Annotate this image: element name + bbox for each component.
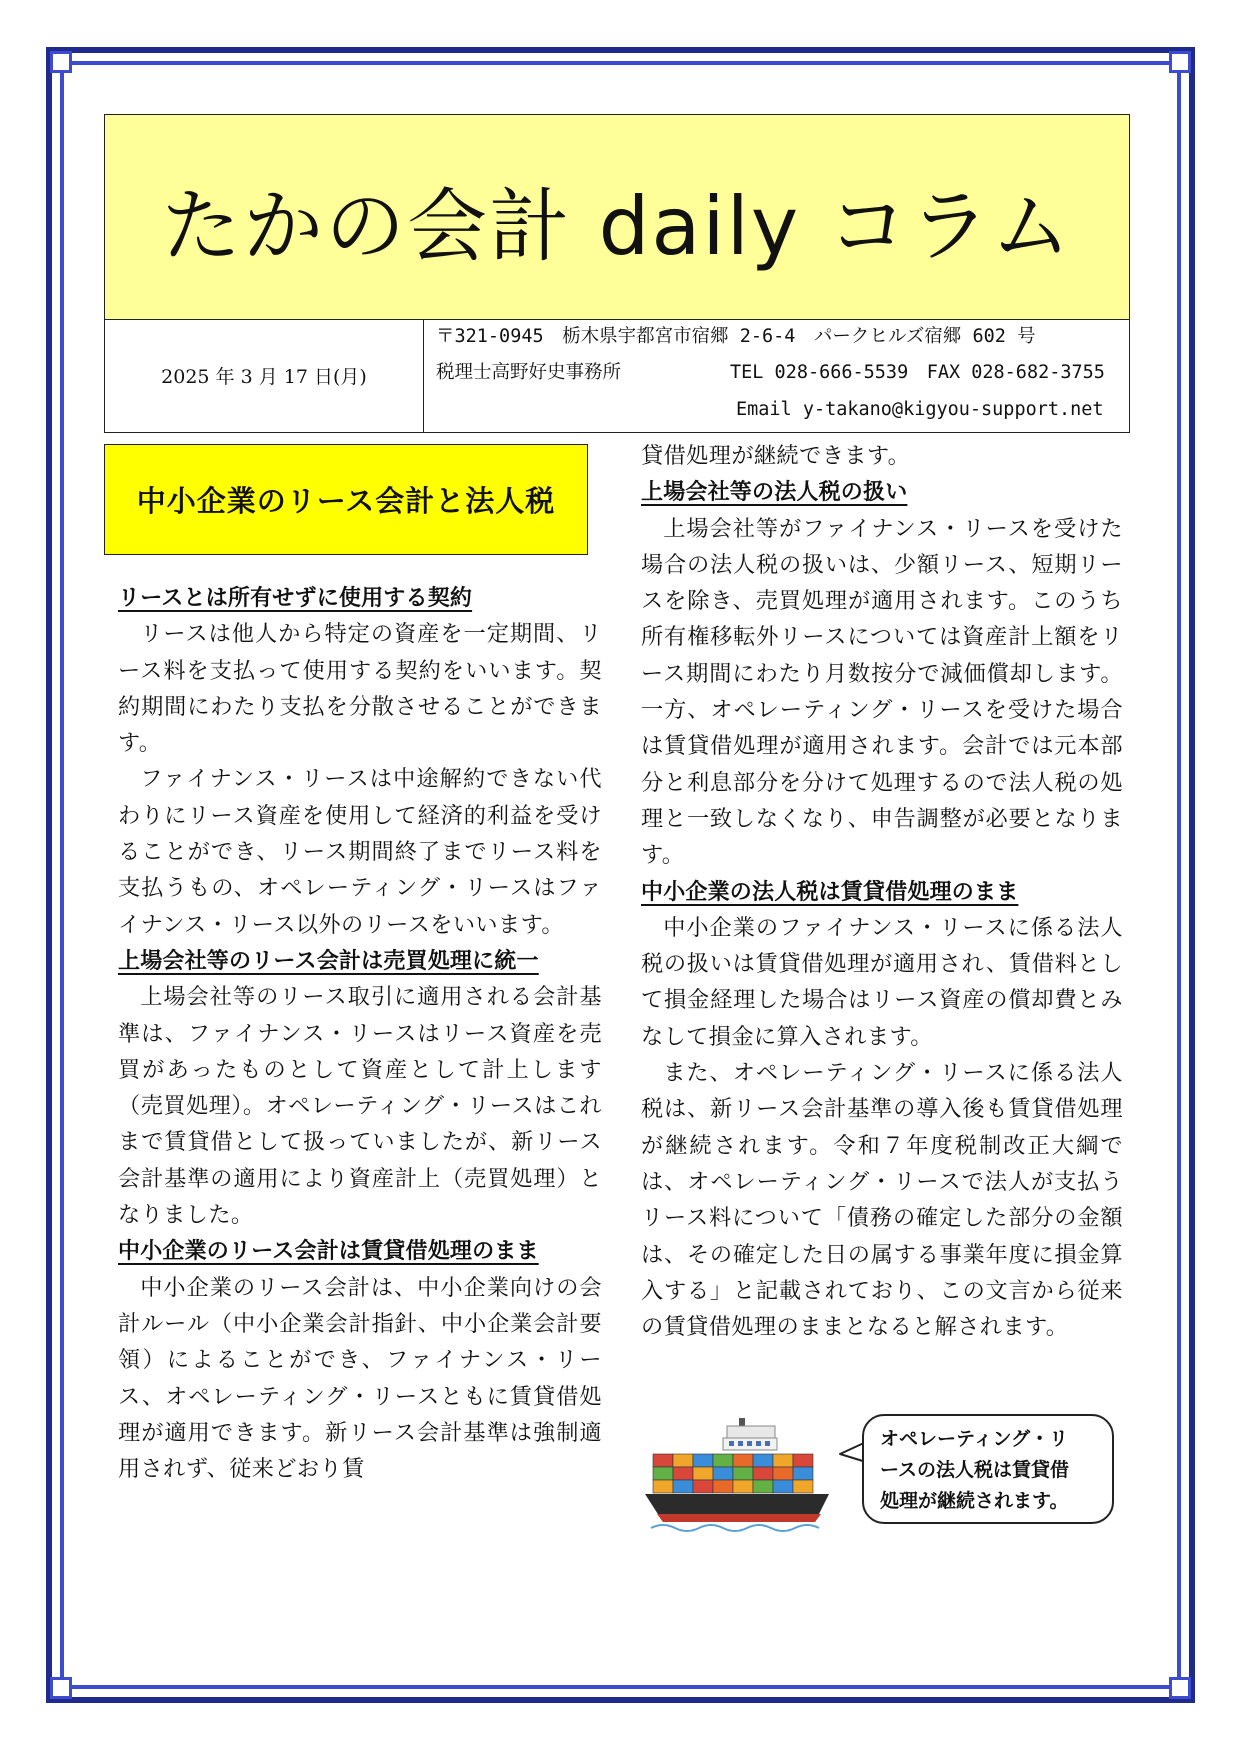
- callout-bubble: [862, 1414, 1114, 1524]
- container-ship-illustration-icon: [643, 1418, 835, 1536]
- email-link[interactable]: Email y-takano@kigyou-support.net: [736, 399, 1104, 420]
- paragraph: また、オペレーティング・リースに係る法人税は、新リース会計基準の導入後も賃貸借処理が継続されます。令和７年度税制改正大綱では、オペレーティング・リースで法人が支払うリース料について「債務の確定した部分の金額は、その確定した日の属する事業年度に損金算入する」と記載されており、この文言から従来の賃貸借処理のままとなると解されます。: [641, 1060, 1123, 1341]
- contact-block: [424, 319, 1129, 432]
- frame-corner-bl: [50, 1677, 72, 1699]
- paragraph-continued: 貸借処理が継続できます。: [641, 443, 911, 469]
- left-column: [118, 580, 602, 1487]
- frame-corner-tr: [1169, 51, 1191, 73]
- info-row: [104, 319, 1130, 433]
- masthead: [104, 114, 1130, 320]
- section-heading: 中小企業の法人税は賃貸借処理のまま: [641, 878, 1019, 905]
- article-headline: 中小企業のリース会計と法人税: [136, 484, 556, 518]
- phone-fax: TEL 028-666-5539 FAX 028-682-3755: [730, 362, 1105, 383]
- section-heading: 上場会社等のリース会計は売買処理に統一: [118, 947, 539, 974]
- callout-line: 処理が継続されます。: [880, 1490, 1069, 1512]
- paragraph: ファイナンス・リースは中途解約できない代わりにリース資産を使用して経済的利益を受けることができ、リース期間終了までリース料を支払うもの、オペレーティング・リースはファイナンス・リース以外のリースをいいます。: [118, 766, 602, 938]
- section-heading: 中小企業のリース会計は賃貸借処理のまま: [118, 1238, 539, 1265]
- masthead-title: たかの会計 daily コラム: [161, 179, 1073, 273]
- paragraph: リースは他人から特定の資産を一定期間、リース料を支払って使用する契約をいいます。契約期間にわたり支払を分散させることができます。: [118, 621, 602, 757]
- callout-line: オペレーティング・リ: [880, 1428, 1069, 1450]
- section-heading: 上場会社等の法人税の扱い: [641, 479, 908, 506]
- section-heading: リースとは所有せずに使用する契約: [118, 585, 473, 611]
- headline-box: [104, 444, 588, 555]
- paragraph: 上場会社等のリース取引に適用される会計基準は、ファイナンス・リースはリース資産を売買があったものとして資産として計上します（売買処理）。オペレーティング・リースはこれまで賃貸借として扱っていましたが、新リース会計基準の適用により資産計上（売買処理）となりました。: [118, 984, 602, 1229]
- paragraph: 中小企業のリース会計は、中小企業向けの会計ルール（中小企業会計指針、中小企業会計要領）によることができ、ファイナンス・リース、オペレーティング・リースともに賃貸借処理が適用できます。新リース会計基準は強制適用されず、従来どおり賃: [118, 1274, 602, 1483]
- office-address: 〒321-0945 栃木県宇都宮市宿郷 2-6-4 パークヒルズ宿郷 602 号: [436, 326, 1036, 347]
- frame-corner-br: [1169, 1677, 1191, 1699]
- callout-line: ースの法人税は賃貸借: [880, 1459, 1070, 1481]
- frame-corner-tl: [50, 51, 72, 73]
- office-line: [436, 355, 1105, 391]
- right-column: [641, 438, 1123, 1345]
- office-name: 税理士高野好史事務所: [436, 362, 622, 383]
- paragraph: 上場会社等がファイナンス・リースを受けた場合の法人税の扱いは、少額リース、短期リースを除き、売買処理が適用されます。このうち所有権移転外リースについては資産計上額をリース期間にわたり月数按分で減価償却します。一方、オペレーティング・リースを受けた場合は賃貸借処理が適用されます。会計では元本部分と利息部分を分けて処理するので法人税の処理と一致しなくなり、申告調整が必要となります。: [641, 515, 1123, 869]
- paragraph: 中小企業のファイナンス・リースに係る法人税の扱いは賃貸借処理が適用され、賃借料として損金経理した場合はリース資産の償却費とみなして損金に算入されます。: [641, 914, 1123, 1050]
- issue-date: 2025 年 3 月 17 日(月): [105, 319, 424, 432]
